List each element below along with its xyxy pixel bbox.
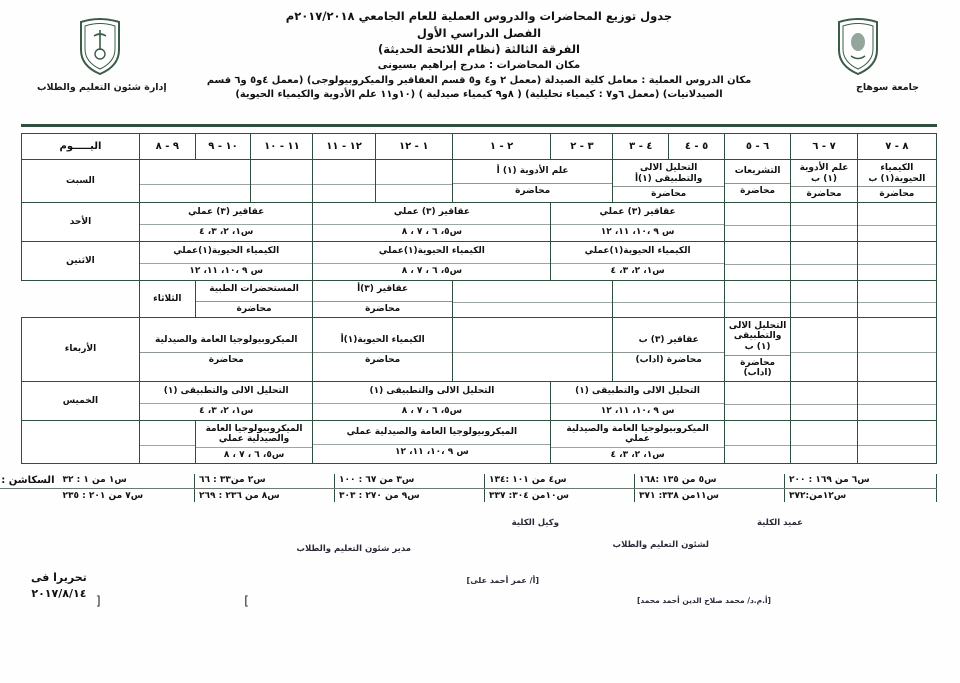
course-detail: س١، ٢، ٣، ٤ <box>552 263 725 279</box>
table-row <box>23 241 938 280</box>
schedule-cell <box>314 317 453 381</box>
course-detail: محاضرة (اداب) <box>614 352 724 368</box>
course-name <box>859 332 937 352</box>
course-name <box>726 282 791 302</box>
course-detail: محاضرة <box>197 301 314 317</box>
time-header-1: ٧ - ٦ <box>792 134 858 160</box>
issue-date <box>32 570 88 603</box>
course-name: المستحضرات الطبية <box>210 284 300 295</box>
course-detail <box>141 445 196 459</box>
course-detail: س ٩ ،١٠، ١١، ١٢ <box>552 224 725 240</box>
dean-title: عميد الكلية <box>758 517 804 528</box>
course-name: التحليل الالى والتطبيقى (١) <box>576 386 702 397</box>
course-name: الكيمياء الحيوية(١)عملي <box>379 246 486 257</box>
course-name: علم الأدوية (١) أ <box>497 166 570 177</box>
course-detail: محاضرة <box>614 186 724 202</box>
sections-legend <box>2 474 938 502</box>
empty-cell <box>858 381 937 420</box>
title-line-3: الفرقة الثالثة (نظام اللائحة الحديثة) <box>379 42 581 57</box>
course-name <box>792 205 857 225</box>
course-name: عقاقير (٣) ب <box>639 334 700 345</box>
course-detail <box>454 302 614 316</box>
day-label: الأربعاء <box>23 317 141 381</box>
table-row <box>23 381 938 420</box>
time-header-5: ٣ - ٢ <box>552 134 614 160</box>
sections-row-bottom <box>0 488 938 502</box>
vice-dean-subtitle: لشئون التعليم والطلاب <box>613 539 710 550</box>
empty-cell <box>792 241 858 280</box>
course-name: الكيمياء الحيوية(١)عملي <box>174 246 281 257</box>
course-detail <box>314 184 375 198</box>
course-name <box>726 384 791 404</box>
course-detail: س ٩ ،١٠، ١١، ١٢ <box>314 444 551 460</box>
empty-cell <box>140 160 251 203</box>
edu-manager-name: [أ/ عمر أحمد على] <box>467 575 540 585</box>
course-detail <box>792 352 857 366</box>
day-label: الثلاثاء <box>140 280 196 317</box>
schedule-cell <box>614 160 725 203</box>
vice-dean-name: [أ.م.د/ محمد صلاح الدين أحمد محمد] <box>637 595 772 605</box>
date-value: ٢٠١٧/٨/١٤ <box>32 587 88 601</box>
lab-location-line-1: مكان الدروس العملية : معامل كلية الصيدلة (معمل ٢ و٤ و٥ قسم العقاقير والميكروبيولوجى) (معمل ٤و٥ و٦ قسم <box>207 74 753 86</box>
section-range-5: س٥ من ١٣٥ :١٦٨ <box>636 474 786 489</box>
section-range-1: س١ من ١ : ٣٢ <box>60 474 196 489</box>
course-name <box>859 282 937 302</box>
section-range-6: س٦ من ١٦٩ : ٢٠٠ <box>786 474 938 489</box>
university-logo-icon <box>836 16 882 76</box>
course-detail: س ٩ ،١٠، ١١، ١٢ <box>552 403 725 419</box>
schedule-cell <box>140 381 314 420</box>
table-row <box>23 280 938 317</box>
schedule-cell <box>552 241 726 280</box>
course-detail <box>859 302 937 316</box>
course-name: التحليل الالى والتطبيقى (١) <box>164 386 290 397</box>
course-detail <box>792 445 857 459</box>
course-name <box>859 205 937 225</box>
course-name: الميكروبيولوجيا العامة والصيدلية عملي <box>567 423 710 445</box>
course-name <box>792 384 857 404</box>
schedule-cell <box>196 280 314 317</box>
section-range-10: س١٠من ٣٠٤: ٣٣٧ <box>486 488 636 502</box>
course-detail: س ٩ ،١٠، ١١، ١٢ <box>141 263 314 279</box>
schedule-cell <box>614 317 725 381</box>
course-detail: محاضرة (اداب) <box>726 355 791 381</box>
empty-cell <box>453 317 614 381</box>
table-row <box>23 420 938 463</box>
edu-manager-title: مدير شئون التعليم والطلاب <box>297 543 412 554</box>
empty-cell <box>725 420 791 463</box>
course-detail: س٥، ٦ ، ٧ ، ٨ <box>314 403 551 419</box>
course-name: عقاقير (٣) عملي <box>189 207 266 218</box>
document-header <box>0 0 960 120</box>
table-row <box>23 160 938 203</box>
location-info <box>130 59 830 103</box>
time-header-0: ٨ - ٧ <box>858 134 937 160</box>
course-name: الميكروبيولوجيا العامة والصيدلية عملي <box>347 426 519 437</box>
course-detail <box>792 264 857 278</box>
course-name <box>792 244 857 264</box>
course-name: التحليل الالى والتطبيقى (١) ب <box>729 320 788 353</box>
day-column-header: اليـــــوم <box>23 134 141 160</box>
schedule-cell <box>314 381 552 420</box>
course-detail: س٥، ٦ ، ٧ ، ٨ <box>314 263 551 279</box>
section-range-7: س٧ من ٢٠١ : ٢٣٥ <box>60 488 196 502</box>
course-name: الميكروبيولوجيا العامة والصيدلية <box>156 334 299 345</box>
schedule-table <box>22 133 938 464</box>
course-detail: محاضرة <box>792 186 857 202</box>
schedule-cell <box>792 160 858 203</box>
schedule-cell <box>552 420 726 463</box>
course-detail: محاضرة <box>314 352 452 368</box>
course-name <box>792 282 857 302</box>
course-name: الميكروبيولوجيا العامة والصيدلية عملي <box>206 423 304 445</box>
empty-cell <box>614 280 725 317</box>
course-name: الكيمياء الحيوية(١)عملي <box>585 246 692 257</box>
course-name <box>454 282 614 302</box>
course-name <box>726 425 791 445</box>
schedule-cell <box>453 160 614 203</box>
course-detail: محاضرة <box>859 186 937 202</box>
empty-cell <box>792 381 858 420</box>
schedule-cell <box>140 317 314 381</box>
sections-row-top <box>0 474 938 489</box>
empty-cell <box>252 160 314 203</box>
schedule-cell <box>314 280 453 317</box>
course-name: عقاقير (٣) عملي <box>394 207 471 218</box>
section-range-11: س١١من ٣٣٨: ٣٧١ <box>636 488 786 502</box>
section-range-3: س٣ من ٦٧ : ١٠٠ <box>336 474 486 489</box>
date-label: تحريرا فى <box>32 570 88 584</box>
course-detail <box>726 445 791 459</box>
time-header-7: ١ - ١٢ <box>376 134 453 160</box>
course-detail: س١، ٢، ٣، ٤ <box>141 224 314 240</box>
course-detail <box>792 404 857 418</box>
day-label: السبت <box>23 160 141 203</box>
course-detail <box>454 352 614 366</box>
course-name: الكيمياء الحيوية(١) ب <box>869 163 927 184</box>
empty-cell <box>858 420 937 463</box>
course-detail <box>614 302 724 316</box>
course-name <box>377 164 453 184</box>
course-name <box>454 332 614 352</box>
course-name <box>141 164 251 184</box>
course-detail: محاضرة <box>141 352 314 368</box>
course-name <box>726 244 791 264</box>
section-range-4: س٤ من ١٠١ :١٣٤ <box>486 474 636 489</box>
course-detail: س٥، ٦ ، ٧ ، ٨ <box>197 447 314 463</box>
course-name: عقاقير (٣) عملي <box>600 207 677 218</box>
day-label: الاثنين <box>23 241 141 280</box>
schedule-cell <box>314 202 552 241</box>
empty-cell <box>792 420 858 463</box>
section-range-8: س٨ من ٢٣٦ : ٢٦٩ <box>196 488 336 502</box>
table-header-row <box>23 134 938 160</box>
schedule-table-wrapper <box>22 133 938 464</box>
empty-cell <box>725 280 791 317</box>
empty-cell <box>858 317 937 381</box>
course-detail: محاضرة <box>726 183 791 199</box>
document-title <box>150 8 810 58</box>
time-header-6: ٢ - ١ <box>453 134 552 160</box>
schedule-cell <box>725 317 791 381</box>
header-divider <box>22 124 938 127</box>
department-name: إدارة شئون التعليم والطلاب <box>38 82 168 93</box>
course-detail <box>859 445 937 459</box>
title-line-2: الفصل الدراسي الأول <box>417 25 543 40</box>
course-detail <box>726 225 791 239</box>
course-name <box>141 425 196 445</box>
schedule-cell <box>725 160 791 203</box>
schedule-cell <box>140 202 314 241</box>
section-range-12: س١٢من:٣٧٢ <box>786 488 938 502</box>
course-detail <box>141 184 251 198</box>
course-name: التحليل الالى والتطبيقى (١) <box>370 386 496 397</box>
course-name <box>792 332 857 352</box>
time-header-10: ١٠ - ٩ <box>196 134 252 160</box>
empty-cell <box>725 202 791 241</box>
course-name: الكيمياء الحيوية(١)أ <box>341 334 426 345</box>
course-detail <box>859 404 937 418</box>
empty-cell <box>858 241 937 280</box>
day-label <box>23 420 141 463</box>
time-header-8: ١٢ - ١١ <box>314 134 376 160</box>
empty-cell <box>140 420 196 463</box>
course-detail <box>726 264 791 278</box>
sections-label: السكاشن : <box>0 474 60 489</box>
faculty-logo-icon <box>78 16 124 76</box>
time-header-9: ١١ - ١٠ <box>252 134 314 160</box>
section-range-9: س٩ من ٢٧٠ : ٣٠٣ <box>336 488 486 502</box>
sections-label-spacer <box>0 488 60 502</box>
empty-cell <box>858 202 937 241</box>
course-detail <box>252 184 313 198</box>
vice-dean-title: وكيل الكلية <box>512 517 560 528</box>
university-name: جامعة سوهاج <box>856 82 920 93</box>
course-name <box>859 244 937 264</box>
empty-cell <box>314 160 376 203</box>
course-name <box>726 205 791 225</box>
schedule-cell <box>314 420 552 463</box>
time-header-11: ٩ - ٨ <box>140 134 196 160</box>
title-line-1: جدول توزيع المحاضرات والدروس العملية للعام الجامعي ٢٠١٧/٢٠١٨م <box>286 9 674 23</box>
empty-cell <box>725 241 791 280</box>
day-label: الأحد <box>23 202 141 241</box>
day-label: الخميس <box>23 381 141 420</box>
section-range-2: س٢ من٣٣ : ٦٦ <box>196 474 336 489</box>
course-name: التشريعات <box>735 166 782 177</box>
course-detail <box>726 404 791 418</box>
course-detail <box>726 302 791 316</box>
empty-cell <box>792 317 858 381</box>
course-name: علم الأدوية (١) ب <box>800 163 850 184</box>
table-row <box>23 202 938 241</box>
course-detail: س١، ٢، ٣، ٤ <box>141 403 314 419</box>
dean-signature-brackets: ] [ <box>96 593 320 608</box>
empty-cell <box>453 280 614 317</box>
empty-cell <box>376 160 453 203</box>
course-name <box>314 164 375 184</box>
empty-cell <box>792 202 858 241</box>
course-detail: محاضرة <box>454 183 614 199</box>
empty-cell <box>792 280 858 317</box>
course-name <box>792 425 857 445</box>
table-row <box>23 317 938 381</box>
signature-area <box>0 518 960 628</box>
course-name <box>614 282 724 302</box>
time-header-3: ٥ - ٤ <box>670 134 726 160</box>
time-header-2: ٦ - ٥ <box>725 134 791 160</box>
course-detail <box>859 264 937 278</box>
course-detail: س١، ٢، ٣، ٤ <box>552 447 725 463</box>
course-name: عقاقير (٣)أ <box>358 284 410 295</box>
schedule-cell <box>140 241 314 280</box>
schedule-cell <box>552 202 726 241</box>
lab-location-line-2: الصيدلانيات) (معمل ٦و٧ : كيمياء تحليلية) ( ٨و٩ كيمياء صيدلية ) (١٠و١١ علم الأدوية والكيمياء الحيوية) <box>236 89 724 101</box>
schedule-cell <box>858 160 937 203</box>
course-detail: س٥، ٦ ، ٧ ، ٨ <box>314 224 551 240</box>
course-detail <box>859 352 937 366</box>
course-detail <box>792 225 857 239</box>
course-name <box>252 164 313 184</box>
lecture-location: مكان المحاضرات : مدرج إبراهيم بسيونى <box>378 60 582 72</box>
course-detail <box>377 184 453 198</box>
empty-cell <box>725 381 791 420</box>
course-detail: محاضرة <box>314 301 452 317</box>
sections-table <box>0 474 938 502</box>
course-detail <box>792 302 857 316</box>
schedule-cell <box>552 381 726 420</box>
schedule-table-body <box>23 160 938 464</box>
course-name <box>859 384 937 404</box>
empty-cell <box>858 280 937 317</box>
course-name: التحليل الالى والتطبيقى (١)أ <box>635 163 704 184</box>
time-header-4: ٤ - ٣ <box>614 134 670 160</box>
course-name <box>859 425 937 445</box>
course-detail <box>859 225 937 239</box>
schedule-cell <box>196 420 314 463</box>
schedule-cell <box>314 241 552 280</box>
